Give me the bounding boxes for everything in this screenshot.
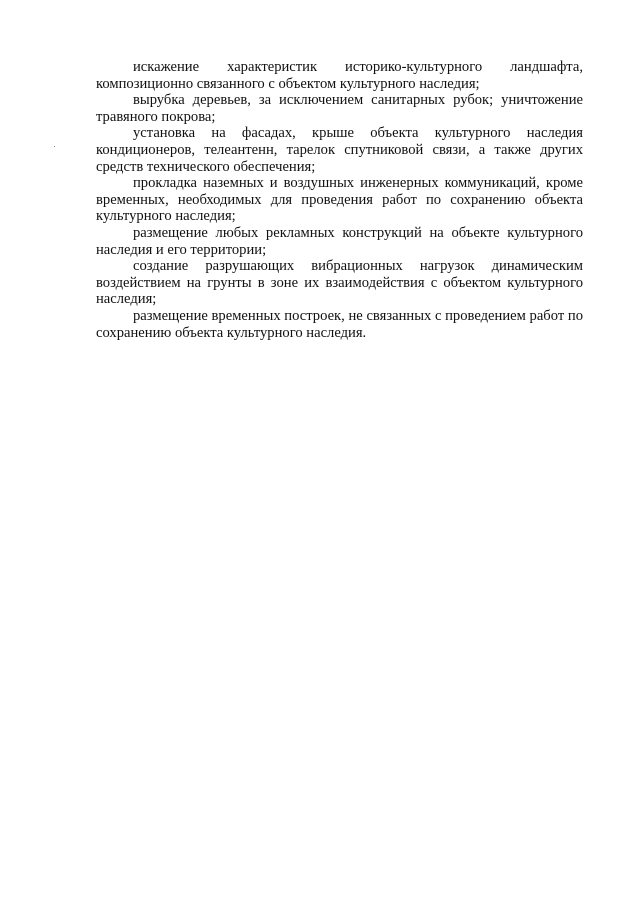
- scan-artifact: [54, 146, 55, 147]
- restriction-paragraph-advertising: размещение любых рекламных конструкций на объекте культурного наследия и его территории;: [96, 224, 583, 258]
- restriction-paragraph-vibration: создание разрушающих вибрационных нагрузок динамическим воздействием на грунты в зоне их взаимодействия с объектом культурного наследия;: [96, 258, 583, 308]
- restriction-paragraph-temporary-buildings: размещение временных построек, не связанных с проведением работ по сохранению объекта культурного наследия.: [96, 307, 583, 341]
- restriction-paragraph-utilities: прокладка наземных и воздушных инженерных коммуникаций, кроме временных, необходимых для проведения работ по сохранению объекта культурного наследия;: [96, 175, 583, 225]
- restrictions-list: [96, 59, 583, 341]
- restriction-paragraph-facade-equipment: установка на фасадах, крыше объекта культурного наследия кондиционеров, телеантенн, тарелок спутниковой связи, а также других средств технического обеспечения;: [96, 125, 583, 175]
- restriction-paragraph-landscape: искажение характеристик историко-культурного ландшафта, композиционно связанного с объектом культурного наследия;: [96, 59, 583, 92]
- restriction-paragraph-trees: вырубка деревьев, за исключением санитарных рубок; уничтожение травяного покрова;: [96, 92, 583, 125]
